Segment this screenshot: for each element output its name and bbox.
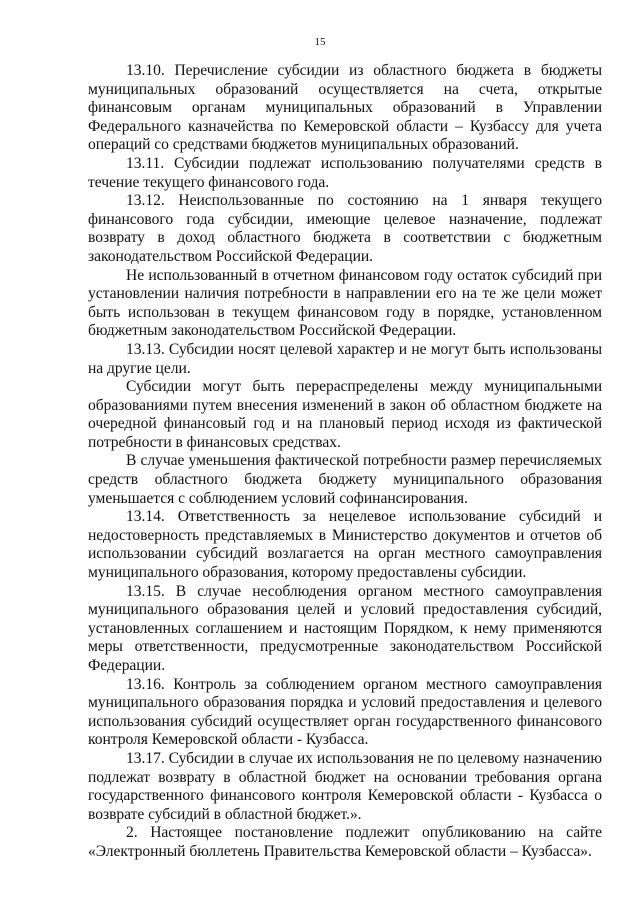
page-number: 15: [314, 36, 326, 48]
paragraph-13-11: 13.11. Субсидии подлежат использованию получателями средств в течение текущего финансового года.: [88, 154, 602, 191]
paragraph-13-10: 13.10. Перечисление субсидии из областного бюджета в бюджеты муниципальных образований осуществляется на счета, открытые финансовым органам муниципальных образований в Управлении Федерального казначейства по Кемеровской области – Кузбассу для учета операций со средствами бюджетов муниципальных образований.: [88, 62, 602, 154]
paragraph-publication: 2. Настоящее постановление подлежит опубликованию на сайте «Электронный бюллетень Правительства Кемеровской области – Кузбасса».: [88, 824, 602, 860]
paragraph-redistribution: Субсидии могут быть перераспределены между муниципальными образованиями путем внесения изменений в закон об областном бюджете на очередной финансовый год и на плановый период исходя из фактической потребности в финансовых средствах.: [88, 378, 602, 451]
paragraph-13-12: 13.12. Неиспользованные по состоянию на 1 января текущего финансового года субсидии, имеющие целевое назначение, подлежат возврату в доход областного бюджета в соответствии с бюджетным законодательством Российской Федерации.: [88, 192, 602, 265]
paragraph-13-16: 13.16. Контроль за соблюдением органом местного самоуправления муниципального образования порядка и условий предоставления и целевого использования субсидий осуществляет орган государственного финансового контроля Кемеровской области - Кузбасса.: [88, 675, 602, 749]
paragraph-13-14: 13.14. Ответственность за нецелевое использование субсидий и недостоверность представляемых в Министерство документов и отчетов об использовании субсидий возлагается на орган местного самоуправления муниципального образования, которому предоставлены субсидии.: [88, 508, 602, 582]
paragraph-13-15: 13.15. В случае несоблюдения органом местного самоуправления муниципального образования целей и условий предоставления субсидий, установленных соглашением и настоящим Порядком, к нему применяются меры ответственности, предусмотренные законодательством Российской Федерации.: [88, 582, 602, 674]
document-body: [88, 62, 602, 862]
paragraph-unused-balance: Не использованный в отчетном финансовом году остаток субсидий при установлении наличия потребности в направлении его на те же цели может быть использован в текущем финансовом году в порядке, установленном бюджетным законодательством Российской Федерации.: [88, 266, 602, 340]
paragraph-13-13: 13.13. Субсидии носят целевой характер и не могут быть использованы на другие цели.: [88, 340, 602, 377]
paragraph-13-17: 13.17. Субсидии в случае их использования не по целевому назначению подлежат возврату в областной бюджет на основании требования органа государственного финансового контроля Кемеровской области - Кузбасса о возврате субсидий в областной бюджет.».: [88, 749, 602, 823]
paragraph-reduction: В случае уменьшения фактической потребности размер перечисляемых средств областного бюджета бюджету муниципального образования уменьшается с соблюдением условий софинансирования.: [88, 452, 602, 507]
